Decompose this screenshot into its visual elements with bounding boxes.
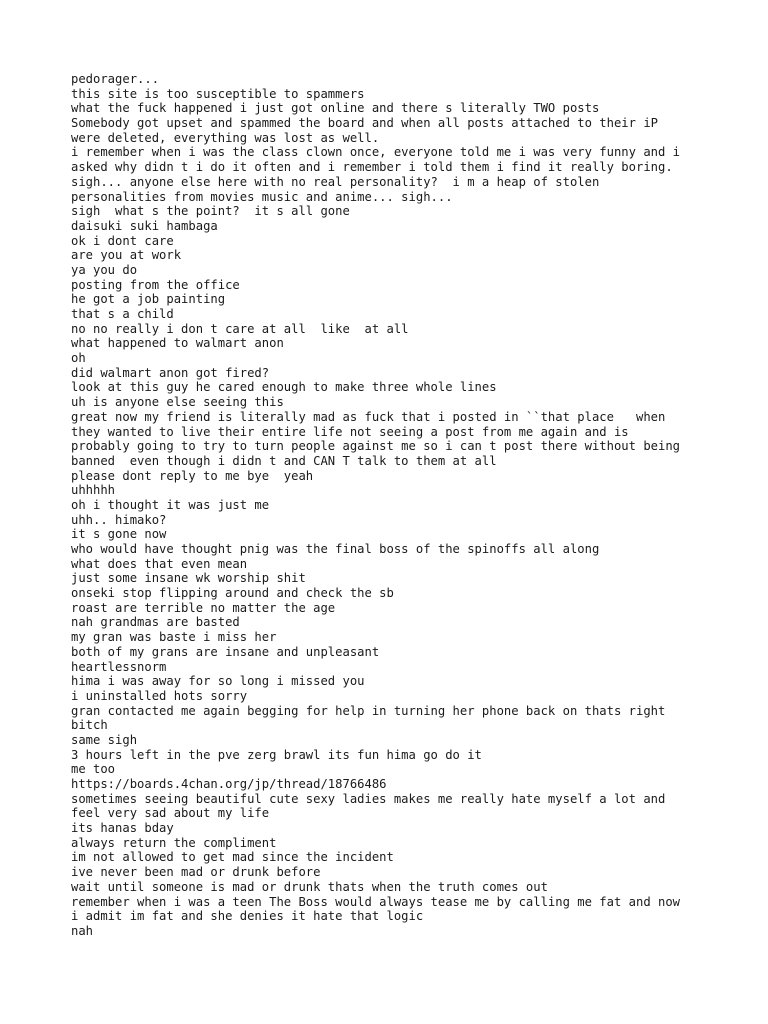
text-line: both of my grans are insane and unpleasant [71,644,380,659]
text-line: remember when i was a teen The Boss would always tease me by calling me fat and now [71,894,681,909]
text-line: he got a job painting [71,292,226,307]
text-line: what does that even mean [71,556,248,571]
text-line: me too [71,762,116,777]
text-line: ya you do [71,262,138,277]
text-line: Somebody got upset and spammed the board and when all posts attached to their iP [71,116,658,131]
text-line: hima i was away for so long i missed you [71,674,365,689]
text-line: are you at work [71,248,182,263]
text-line: probably going to try to turn people against me so i can t post there without being [71,439,681,454]
text-line: ok i dont care [71,233,174,248]
text-line: i admit im fat and she denies it hate that logic [71,909,424,924]
text-line: its hanas bday [71,821,174,836]
text-line: oh i thought it was just me [71,497,270,512]
text-line: my gran was baste i miss her [71,630,277,645]
text-line: nah grandmas are basted [71,615,240,630]
text-line: pedorager... [71,72,160,86]
text-line: uhhhhh [71,483,116,498]
text-line: that s a child [71,307,174,321]
text-line: https://boards.4chan.org/jp/thread/18766486 [71,777,387,791]
text-line: banned even though i didn t and CAN T talk to them at all [71,453,497,468]
text-line: sigh... anyone else here with no real personality? i m a heap of stolen [71,174,600,189]
text-line: posting from the office [71,277,240,292]
text-line: feel very sad about my life [71,806,270,821]
text-line: no no really i don t care at all like at all [71,321,409,336]
text-line: ive never been mad or drunk before [71,865,321,880]
text-line: i remember when i was the class clown once, everyone told me i was very funny and i [71,145,681,160]
text-line: it s gone now [71,527,167,542]
text-line: they wanted to live their entire life not seeing a post from me again and is [71,424,629,439]
text-line: onseki stop flipping around and check the sb [71,586,394,601]
text-line: what the fuck happened i just got online and there s literally TWO posts [71,101,600,116]
text-line: roast are terrible no matter the age [71,600,336,615]
text-line: did walmart anon got fired? [71,365,270,380]
text-line: nah [71,923,94,938]
text-line: same sigh [71,732,138,747]
text-line: asked why didn t i do it often and i remember i told them i find it really boring. [71,160,673,175]
text-line: sometimes seeing beautiful cute sexy ladies makes me really hate myself a lot and [71,791,666,806]
text-line: this site is too susceptible to spammers [71,86,365,101]
text-line: uh is anyone else seeing this [71,395,284,410]
text-line: 3 hours left in the pve zerg brawl its fun hima go do it [71,747,482,762]
text-line: just some insane wk worship shit [71,571,306,586]
text-line: who would have thought pnig was the final boss of the spinoffs all along [71,542,600,556]
text-line: look at this guy he cared enough to make three whole lines [71,380,497,395]
text-line: wait until someone is mad or drunk thats when the truth comes out [71,879,548,894]
text-line: always return the compliment [71,835,277,850]
text-line: im not allowed to get mad since the incident [71,850,394,865]
text-line: i uninstalled hots sorry [71,688,248,703]
text-line: heartlessnorm [71,659,167,674]
text-line: personalities from movies music and anime... sigh... [71,189,453,204]
text-line: gran contacted me again begging for help in turning her phone back on thats right [71,703,666,718]
text-line: bitch [71,718,108,733]
text-line: please dont reply to me bye yeah [71,468,314,483]
text-line: oh [71,351,86,366]
text-line: what happened to walmart anon [71,336,284,351]
text-line: were deleted, everything was lost as well. [71,130,380,145]
text-line: great now my friend is literally mad as fuck that i posted in ``that place when [71,409,666,424]
text-line: daisuki suki hambaga [71,218,218,233]
document-body [71,72,711,939]
text-line: sigh what s the point? it s all gone [71,204,350,219]
text-line: uhh.. himako? [71,512,167,527]
